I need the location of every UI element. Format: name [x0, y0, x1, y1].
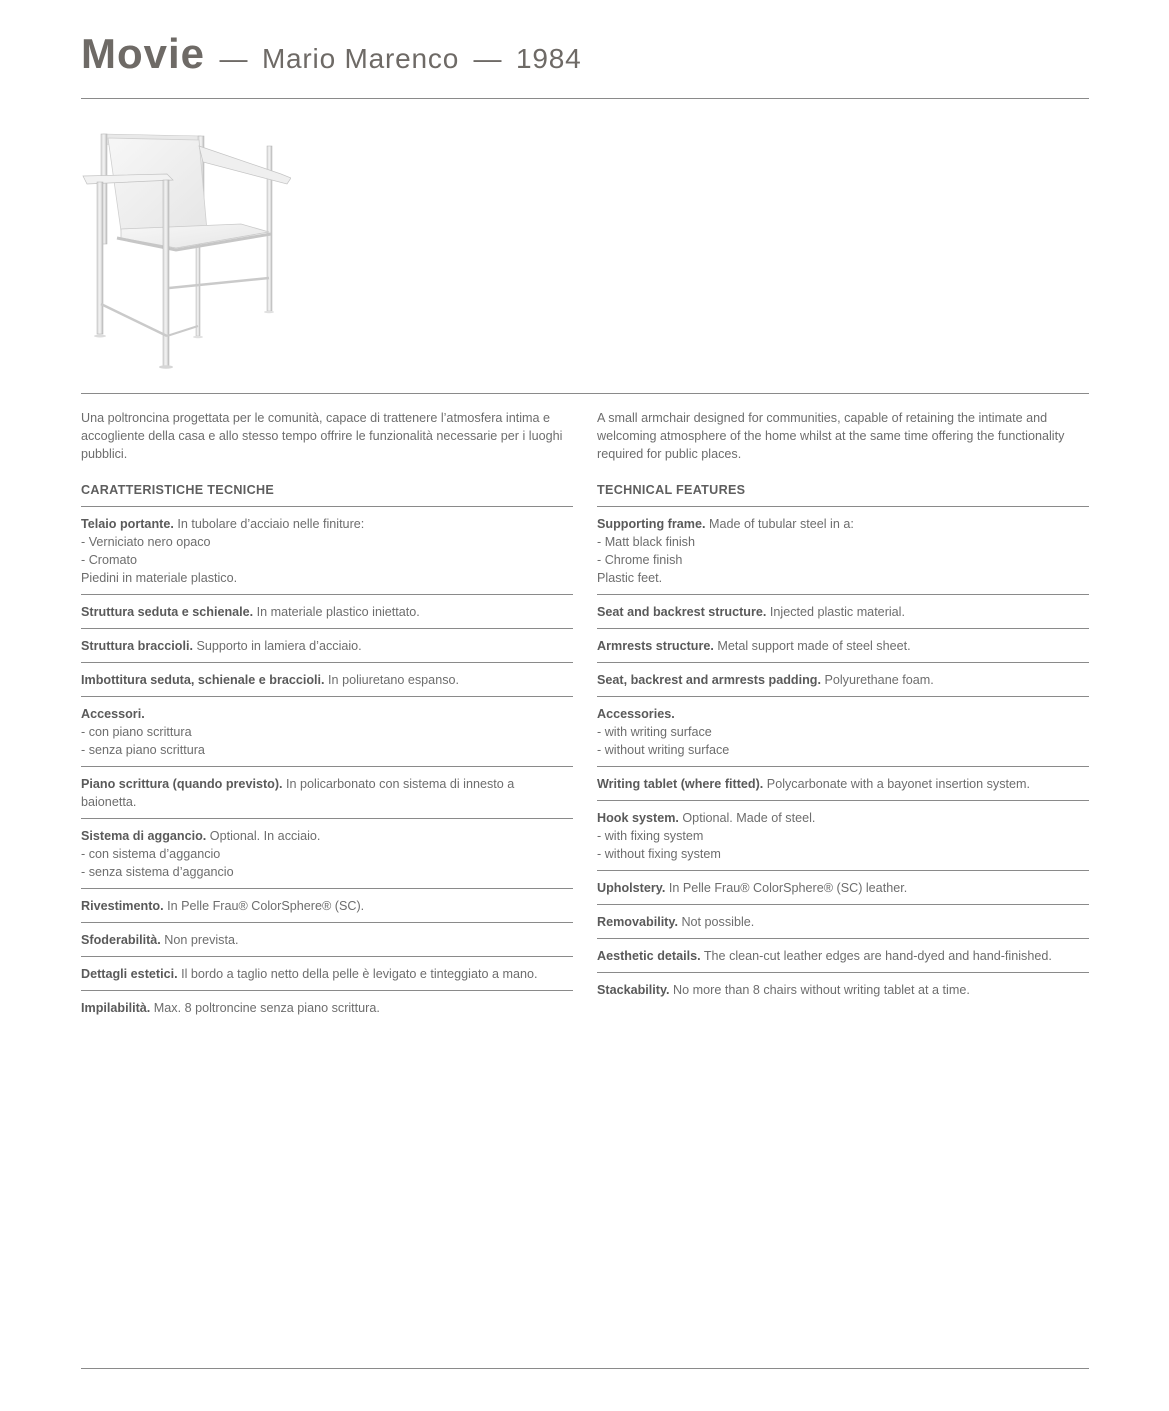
feature-text: Not possible. [677, 915, 755, 929]
feature-option-line: - con sistema d’aggancio [81, 847, 221, 861]
feature-label: Struttura braccioli. [81, 639, 193, 653]
feature-text: The clean-cut leather edges are hand-dyed and hand-finished. [700, 949, 1052, 963]
feature-item [81, 923, 573, 957]
feature-first-line [81, 999, 573, 1017]
feature-option-line: - Matt black finish [597, 535, 695, 549]
intro-text: Una poltroncina progettata per le comunità, capace di trattenere l’atmosfera intima e accogliente della casa e allo stesso tempo offrire le funzionalità necessarie per i luoghi pubblici. [81, 411, 563, 461]
footer-divider [81, 1368, 1089, 1369]
feature-item [81, 819, 573, 889]
feature-first-line [81, 637, 573, 655]
feature-option-line: - senza sistema d’aggancio [81, 865, 234, 879]
feature-text: In materiale plastico iniettato. [253, 605, 420, 619]
feature-text: Il bordo a taglio netto della pelle è levigato e tinteggiato a mano. [177, 967, 538, 981]
feature-first-line [597, 981, 1089, 999]
designer-name: Mario Marenco [261, 43, 460, 74]
feature-first-line [81, 775, 573, 811]
feature-first-line [81, 705, 573, 723]
feature-text: In Pelle Frau® ColorSphere® (SC). [163, 899, 365, 913]
feature-text: In tubolare d’acciaio nelle finiture: [173, 517, 365, 531]
feature-text: Made of tubular steel in a: [705, 517, 854, 531]
feature-label: Sfoderabilità. [81, 933, 161, 947]
feature-first-line [597, 637, 1089, 655]
feature-item [81, 595, 573, 629]
feature-text: In Pelle Frau® ColorSphere® (SC) leather. [665, 881, 908, 895]
feature-label: Sistema di aggancio. [81, 829, 207, 843]
feature-label: Writing tablet (where fitted). [597, 777, 764, 791]
feature-label: Telaio portante. [81, 517, 174, 531]
feature-option-line: Plastic feet. [597, 571, 663, 585]
feature-item [81, 889, 573, 923]
feature-text: Polyurethane foam. [820, 673, 934, 687]
feature-label: Accessori. [81, 707, 145, 721]
feature-label: Hook system. [597, 811, 679, 825]
feature-item [81, 957, 573, 991]
feature-text: Injected plastic material. [766, 605, 905, 619]
feature-item [597, 663, 1089, 697]
feature-option-line: - without writing surface [597, 743, 730, 757]
feature-label: Supporting frame. [597, 517, 706, 531]
feature-text: Optional. Made of steel. [678, 811, 816, 825]
feature-option-line: - con piano scrittura [81, 725, 192, 739]
feature-text: In policarbonato con sistema di innesto a baionetta. [81, 777, 515, 809]
feature-first-line [81, 931, 573, 949]
feature-option-line: - with writing surface [597, 725, 712, 739]
feature-item [597, 697, 1089, 767]
feature-item [597, 507, 1089, 595]
feature-first-line [597, 879, 1089, 897]
feature-item [597, 905, 1089, 939]
feature-label: Armrests structure. [597, 639, 714, 653]
feature-item [81, 629, 573, 663]
section-heading: CARATTERISTICHE TECNICHE [81, 483, 573, 507]
feature-item [81, 663, 573, 697]
feature-first-line [597, 913, 1089, 931]
feature-option-line: - Chrome finish [597, 553, 683, 567]
feature-label: Removability. [597, 915, 678, 929]
chair-image [81, 126, 291, 372]
section-heading: TECHNICAL FEATURES [597, 483, 1089, 507]
feature-first-line [597, 947, 1089, 965]
feature-label: Stackability. [597, 983, 670, 997]
feature-label: Seat and backrest structure. [597, 605, 767, 619]
feature-option-line: - Cromato [81, 553, 137, 567]
feature-item [597, 973, 1089, 1006]
feature-text: Polycarbonate with a bayonet insertion system. [763, 777, 1031, 791]
feature-list [81, 507, 573, 1024]
feature-text: Max. 8 poltroncine senza piano scrittura. [150, 1001, 380, 1015]
feature-first-line [81, 965, 573, 983]
feature-first-line [81, 515, 573, 533]
italian-column [81, 410, 573, 1024]
feature-first-line [597, 671, 1089, 689]
feature-label: Piano scrittura (quando previsto). [81, 777, 283, 791]
feature-item [81, 507, 573, 595]
feature-label: Aesthetic details. [597, 949, 701, 963]
feature-label: Imbottitura seduta, schienale e braccioli. [81, 673, 325, 687]
page-title [81, 30, 581, 80]
feature-text: Optional. In acciaio. [206, 829, 321, 843]
feature-text: Non prevista. [160, 933, 239, 947]
feature-option-line: - without fixing system [597, 847, 721, 861]
feature-item [81, 697, 573, 767]
feature-first-line [597, 809, 1089, 827]
feature-first-line [81, 897, 573, 915]
feature-label: Seat, backrest and armrests padding. [597, 673, 821, 687]
feature-label: Struttura seduta e schienale. [81, 605, 254, 619]
feature-first-line [81, 671, 573, 689]
title-separator: — [473, 43, 502, 74]
design-year: 1984 [515, 43, 582, 74]
feature-first-line [81, 827, 573, 845]
feature-text: No more than 8 chairs without writing tablet at a time. [669, 983, 970, 997]
feature-option-line: - Verniciato nero opaco [81, 535, 211, 549]
english-column [597, 410, 1089, 1006]
feature-item [597, 939, 1089, 973]
feature-label: Impilabilità. [81, 1001, 151, 1015]
header-divider [81, 98, 1089, 99]
feature-label: Upholstery. [597, 881, 666, 895]
feature-option-line: Piedini in materiale plastico. [81, 571, 238, 585]
feature-label: Accessories. [597, 707, 675, 721]
image-divider [81, 393, 1089, 394]
feature-item [81, 767, 573, 819]
feature-item [597, 629, 1089, 663]
feature-item [81, 991, 573, 1024]
feature-label: Rivestimento. [81, 899, 164, 913]
feature-text: Supporto in lamiera d’acciaio. [192, 639, 362, 653]
feature-first-line [597, 705, 1089, 723]
feature-list [597, 507, 1089, 1006]
title-separator: — [219, 43, 248, 74]
spec-sheet [81, 0, 1089, 1411]
feature-item [597, 767, 1089, 801]
feature-first-line [597, 515, 1089, 533]
feature-first-line [81, 603, 573, 621]
product-name: Movie [81, 30, 206, 77]
feature-option-line: - senza piano scrittura [81, 743, 205, 757]
feature-label: Dettagli estetici. [81, 967, 178, 981]
intro-text: A small armchair designed for communities, capable of retaining the intimate and welcoming atmosphere of the home whilst at the same time offering the functionality required for public places. [597, 411, 1065, 461]
feature-text: Metal support made of steel sheet. [713, 639, 911, 653]
feature-option-line: - with fixing system [597, 829, 704, 843]
feature-first-line [597, 603, 1089, 621]
feature-item [597, 801, 1089, 871]
feature-text: In poliuretano espanso. [324, 673, 459, 687]
feature-item [597, 595, 1089, 629]
feature-item [597, 871, 1089, 905]
feature-first-line [597, 775, 1089, 793]
